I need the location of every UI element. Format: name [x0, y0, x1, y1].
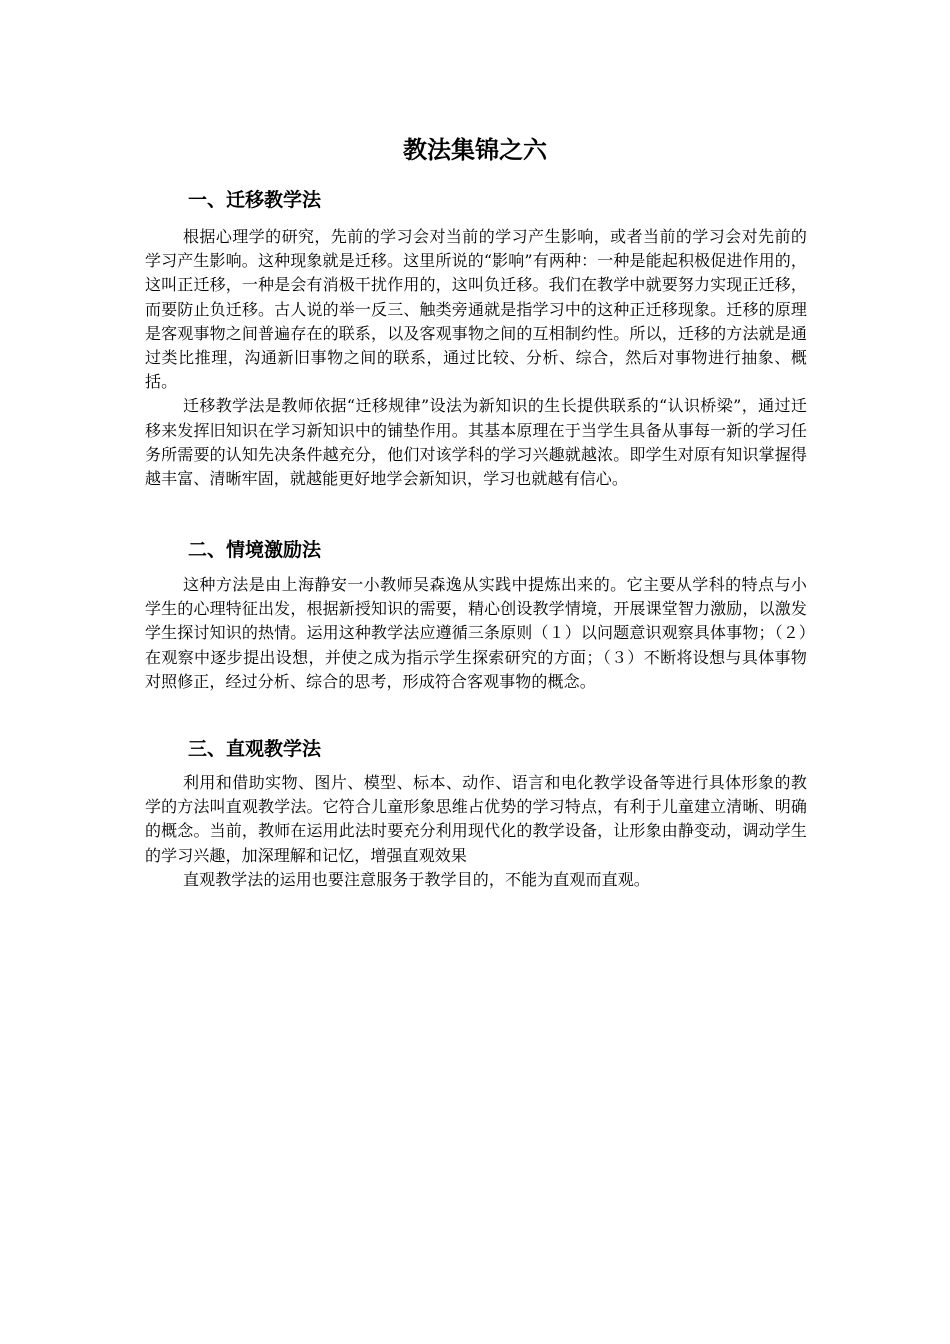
section-heading-visual: 三、直观教学法 [188, 738, 322, 760]
paragraph: 利用和借助实物、图片、模型、标本、动作、语言和电化教学设备等进行具体形象的教学的方法叫直观教学法。它符合儿童形象思维占优势的学习特点，有利于儿童建立清晰、明确的概念。当前，教师在运用此法时要充分利用现代化的教学设备，让形象由静变动，调动学生的学习兴趣，加深理解和记忆，增强直观效果 [145, 773, 807, 865]
section-heading-situation: 二、情境激励法 [188, 539, 322, 561]
document-title: 教法集锦之六 [403, 136, 547, 164]
section-body-transfer [145, 225, 807, 491]
paragraph: 这种方法是由上海静安一小教师吴森逸从实践中提炼出来的。它主要从学科的特点与小学生的心理特征出发，根据新授知识的需要，精心创设教学情境，开展课堂智力激励，以激发学生探讨知识的热情。运用这种教学法应遵循三条原则（１）以问题意识观察具体事物；（２）在观察中逐步提出设想，并使之成为指示学生探索研究的方面；（３）不断将设想与具体事物对照修正，经过分析、综合的思考，形成符合客观事物的概念。 [145, 575, 807, 691]
paragraph: 直观教学法的运用也要注意服务于教学目的，不能为直观而直观。 [183, 869, 650, 889]
paragraph: 根据心理学的研究，先前的学习会对当前的学习产生影响，或者当前的学习会对先前的学习产生影响。这种现象就是迁移。这里所说的“影响”有两种：一种是能起积极促进作用的，这叫正迁移，一种是会有消极干扰作用的，这叫负迁移。我们在教学中就要努力实现正迁移，而要防止负迁移。古人说的举一反三、触类旁通就是指学习中的这种正迁移现象。迁移的原理是客观事物之间普遍存在的联系，以及客观事物之间的互相制约性。所以，迁移的方法就是通过类比推理，沟通新旧事物之间的联系，通过比较、分析、综合，然后对事物进行抽象、概括。 [145, 227, 807, 392]
section-body-situation [145, 573, 807, 694]
paragraph: 迁移教学法是教师依据“迁移规律”设法为新知识的生长提供联系的“认识桥梁”，通过迁移来发挥旧知识在学习新知识中的铺垫作用。其基本原理在于当学生具备从事每一新的学习任务所需要的认知先决条件越充分，他们对该学科的学习兴趣就越浓。即学生对原有知识掌握得越丰富、清晰牢固，就越能更好地学会新知识，学习也就越有信心。 [145, 396, 807, 489]
section-body-visual [145, 771, 807, 892]
section-heading-transfer: 一、迁移教学法 [188, 189, 322, 211]
